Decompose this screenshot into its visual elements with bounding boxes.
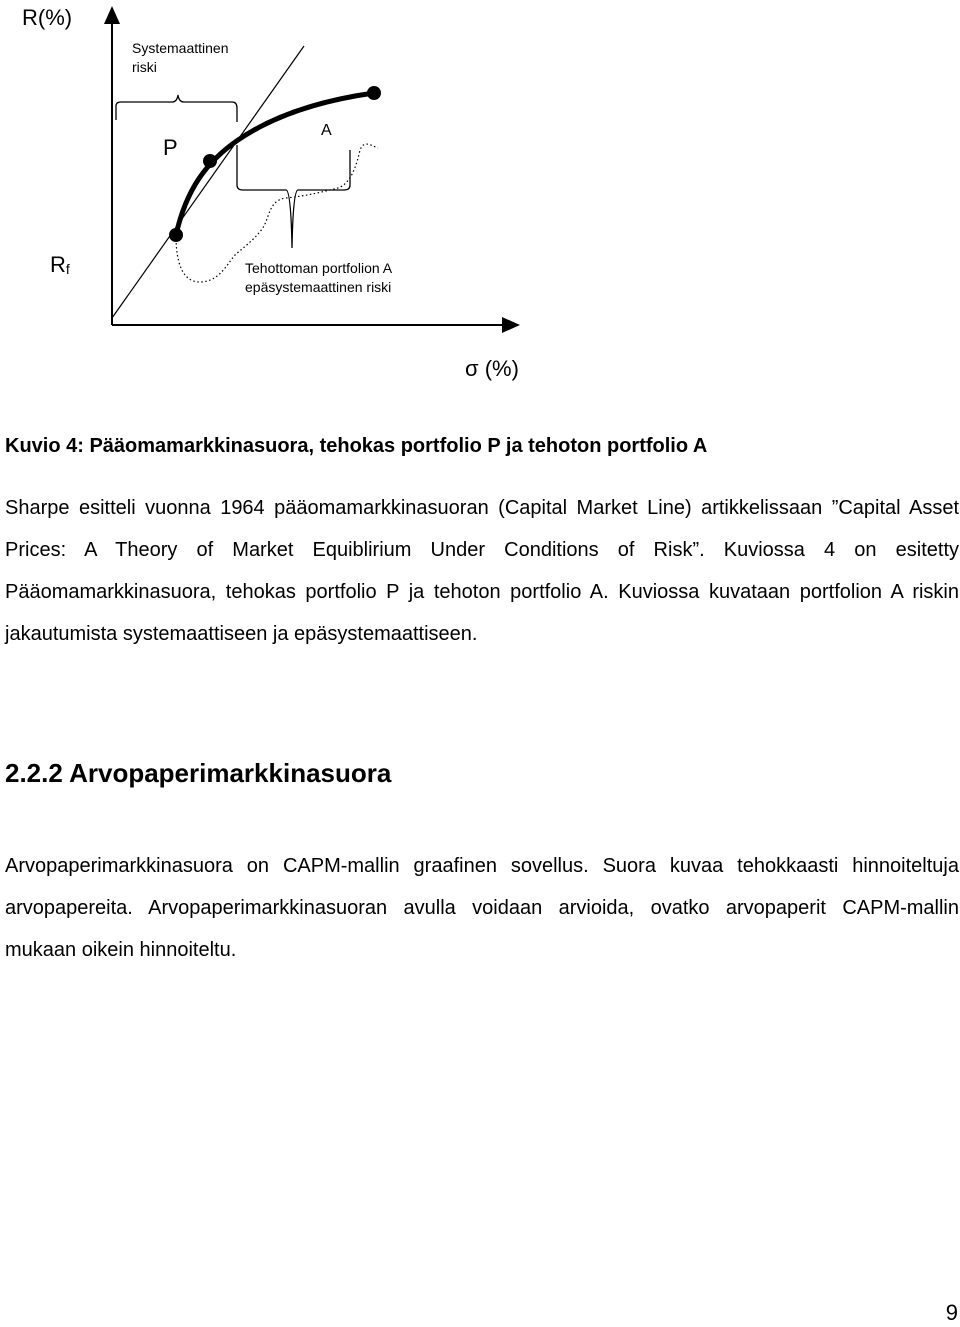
- portfolio-p-point: [203, 154, 217, 168]
- capital-market-line-figure: [0, 0, 560, 400]
- capital-market-line: [112, 46, 304, 318]
- paragraph-sml: Arvopaperimarkkinasuora on CAPM-mallin graafinen sovellus. Suora kuvaa tehokkaasti hinnoiteltuja arvopapereita. Arvopaperimarkkinasuoran avulla voidaan arvioida, ovatko arvopaperit CAPM-mallin mukaan oikein hinnoiteltu.: [5, 855, 959, 961]
- portfolio-a-label: A: [321, 122, 332, 139]
- rf-label: Rf: [50, 252, 70, 277]
- frontier-end-point: [367, 86, 381, 100]
- section-heading: 2.2.2 Arvopaperimarkkinasuora: [5, 758, 392, 788]
- page-number: 9: [945, 1300, 958, 1325]
- unsystematic-risk-brace: [237, 145, 350, 248]
- paragraph-sharpe-cml: Sharpe esitteli vuonna 1964 pääomamarkkinasuoran (Capital Market Line) artikkelissaan ”Capital Asset Prices: A Theory of Market Equiblirium Under Conditions of Risk”. Kuviossa 4 on esitetty Pääomamarkkinasuora, tehokas portfolio P ja tehoton portfolio A. Kuviossa kuvataan portfolion A riskin jakautumista systemaattiseen ja epäsystemaattiseen.: [5, 497, 959, 645]
- unsystematic-risk-label: Tehottoman portfolion A epäsystemaattinen riski: [245, 260, 392, 295]
- systematic-risk-label: Systemaattinen riski: [132, 40, 229, 75]
- figure-caption: Kuvio 4: Pääomamarkkinasuora, tehokas portfolio P ja tehoton portfolio A: [5, 435, 708, 457]
- portfolio-p-label: P: [163, 135, 178, 160]
- y-axis-label: R(%): [22, 5, 73, 30]
- systematic-risk-brace: [116, 95, 237, 122]
- x-axis-label: σ (%): [465, 356, 519, 381]
